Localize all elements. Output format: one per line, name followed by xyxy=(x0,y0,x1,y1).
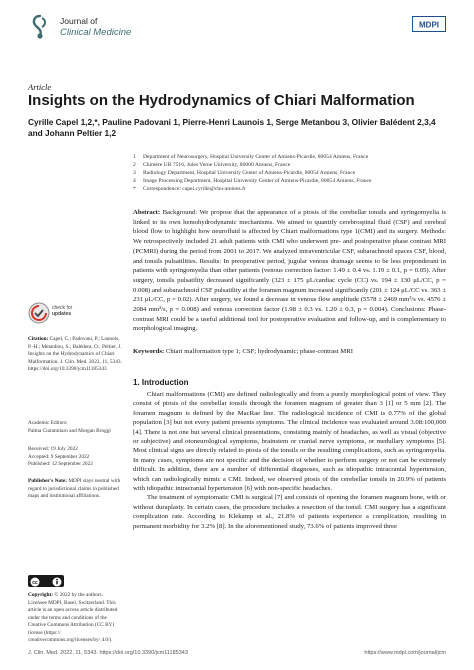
keywords-label: Keywords: xyxy=(133,348,165,355)
journal-logo-icon xyxy=(28,14,52,40)
publisher-note-text: MDPI stays neutral with regard to jurisdictional claims in published maps and institutional affiliations. xyxy=(28,478,121,499)
citation-text: Capel, C.; Padovani, P.; Launois, P.-H.; Metanbou, S.; Balédent, O.; Peltier, J. Insights on the Hydrodynamics of Chiari Malformation. J. Clin. Med. 2022, 11, 5343. https://doi.org/10.3390/jcm11185343 xyxy=(28,336,122,372)
body-paragraph-1: Chiari malformations (CMI) are defined radiologically and from a purely morphological point of view. They consist of ptosis of the cerebellar tonsils through the foramen magnum of greater than 3 [1] or 5 mm [2]. The foramen magnum is defined by the MacRae line. The radiological incidence of CMI is 0.77% of the global population [3] but not every patient presents symptoms. The clinical incidence was evaluated around 3.08:100,000 [4]. There is not one but several clinical presentations, consisting mainly of headaches, as well as visual (objective or subjective) and otoneurological symptoms, brainstem or cranial nerve symptoms, or medullary symptoms [5]. Most clinical signs are directly related to ptosis of the tonsils or the resulting complications, such as syringomyelia. In many cases, symptoms are not specific and the decision of whether to perform surgery or not can be extremely difficult. In addition, there are a number of differential diagnoses, such as idiopathic intracranial hypertension, which can radiologically mimic a CMI. Indeed, we observed ptosis of the cerebellar tonsils in 20.9% of patients with idiopathic intracranial hypertension [6] with non-specific headaches. xyxy=(133,391,446,493)
dates-block xyxy=(28,446,123,469)
author-list: Cyrille Capel 1,2,*, Pauline Padovani 1, Pierre-Henri Launois 1, Serge Metanbou 3, Olivier Balédent 2,3,4 and Johann Peltier 1,2 xyxy=(28,117,436,138)
affiliation-3: 3 Radiology Department, Hospital University Center of Amiens-Picardie, 80054 Amiens, France xyxy=(133,169,356,176)
affiliations xyxy=(133,154,453,194)
editors-names: Palma Ciaramitaro and Morgan Broggi xyxy=(28,427,111,434)
journal-name xyxy=(60,16,131,38)
editors-block xyxy=(28,420,123,435)
affiliation-1: 1 Department of Neurosurgery, Hospital University Center of Amiens-Picardie, 80054 Amiens, France xyxy=(133,154,369,160)
body-text xyxy=(133,390,446,531)
mdpi-logo-text: MDPI xyxy=(419,20,439,30)
footer-citation: J. Clin. Med. 2022, 11, 5343. https://doi.org/10.3390/jcm11185343 xyxy=(28,650,188,656)
copyright-label: Copyright: xyxy=(28,592,54,598)
affiliation-2: 2 Chimère UR 7516, Jules Verne University, 80000 Amiens, France xyxy=(133,161,291,168)
received-date: Received: 19 July 2022 xyxy=(28,446,78,452)
mdpi-logo xyxy=(412,14,446,34)
editors-label: Academic Editors: xyxy=(28,420,68,426)
publisher-note-label: Publisher's Note: xyxy=(28,478,67,484)
journal-name-line1: Journal of xyxy=(60,16,98,26)
citation-block xyxy=(28,336,123,374)
abstract-text: Background: We propose that the appearance of a ptosis of the cerebellar tonsils and syringomyelia is linked to its own hemohydrodynamic mechanisms. We aimed to quantify cerebrospinal fluid (CSF) and cerebral blood flow to highlight how neurofluid is affected by Chiari malformations type 1(CMI) and its surgery. Methods: We retrospectively included 21 adult patients with CMI who underwent pre- and postoperative phase contrast MRI (PCMRI) during the period from 2001 to 2017. We analyzed intraventricular CSF, subarachnoid spaces CSF, blood, and tonsils pulsatilities. Results: In preoperative period, jugular venous drainage seems to be less preponderant in patients with syringomyelia than other patients (venous correction factor: 1.49 ± 0.4 vs. 1.19 ± 0.1, p = 0.05). After surgery, tonsils pulsatility decreased significantly (323 ± 175 μL/cardiac cycle (CC) vs. 194 ± 130 μL/CC, p = 0.008) and subarachnoid CSF pulsatility at the foramen magnum increased significantly (201 ± 124 μL/CC vs. 363 ± 231 μL/CC, p = 0.02). After surgery, we found a decrease in venous flow amplitude (5578 ± 2469 mm³/s vs. 4576 ± 2084 mm³/s, p = 0.008) and venous correction factor (1.98 ± 0.3 vs. 1.20 ± 0.3, p = 0.004). Conclusions: Phase-contrast MRI could be a useful additional tool for postoperative evaluation and follow-up, and is complementary to morphological imaging. xyxy=(133,209,446,333)
check-updates-icon xyxy=(28,302,50,324)
cc-by-license-icon xyxy=(28,575,64,587)
publisher-note xyxy=(28,478,123,501)
check-updates-line1: check for xyxy=(52,305,73,311)
copyright-text: © 2022 by the authors. Licensee MDPI, Basel, Switzerland. This article is an open access article distributed under the terms and conditions of the Creative Commons Attribution (CC BY) license (https:// creativecommons.org/licenses/by/ 4.0/). xyxy=(28,592,118,643)
keywords-text: Chiari malformation type 1; CSF; hydrodynamic; phase-contrast MRI xyxy=(165,348,353,355)
check-updates-line2: updates xyxy=(52,311,72,318)
footer-link[interactable]: https://www.mdpi.com/journal/jcm xyxy=(364,650,446,656)
paper-title: Insights on the Hydrodynamics of Chiari Malformation xyxy=(28,92,415,109)
body-paragraph-2: The treatment of symptomatic CMI is surgical [7] and consists of opening the foramen magnum bone, with or without duraplasty. In certain cases, the procedure includes a resection of the tonsil. CMI surgery has a significant complication rate. According to Klekamp et al., 21.8% of patients experience a complication, resulting in permanent morbidity for 3.2% [8]. In the aforementioned study, 73.6% of patients improved three xyxy=(133,494,446,530)
article-type: Article xyxy=(28,82,52,92)
abstract-label: Abstract: xyxy=(133,209,161,216)
published-date: Published: 12 September 2022 xyxy=(28,461,93,467)
journal-name-line2: Clinical Medicine xyxy=(60,27,132,38)
correspondence: * Correspondence: capel.cyrille@chu-amiens.fr xyxy=(133,185,246,192)
check-for-updates-button[interactable] xyxy=(28,300,98,328)
citation-label: Citation: xyxy=(28,336,49,342)
svg-text:cc: cc xyxy=(32,580,38,587)
abstract xyxy=(133,208,446,334)
keywords xyxy=(133,347,446,356)
copyright-block xyxy=(28,592,123,645)
affiliation-4: 4 Image Processing Department, Hospital University Center of Amiens-Picardie, 80054 Amiens, France xyxy=(133,177,372,184)
accepted-date: Accepted: 9 September 2022 xyxy=(28,453,90,460)
section-heading: 1. Introduction xyxy=(133,378,189,387)
